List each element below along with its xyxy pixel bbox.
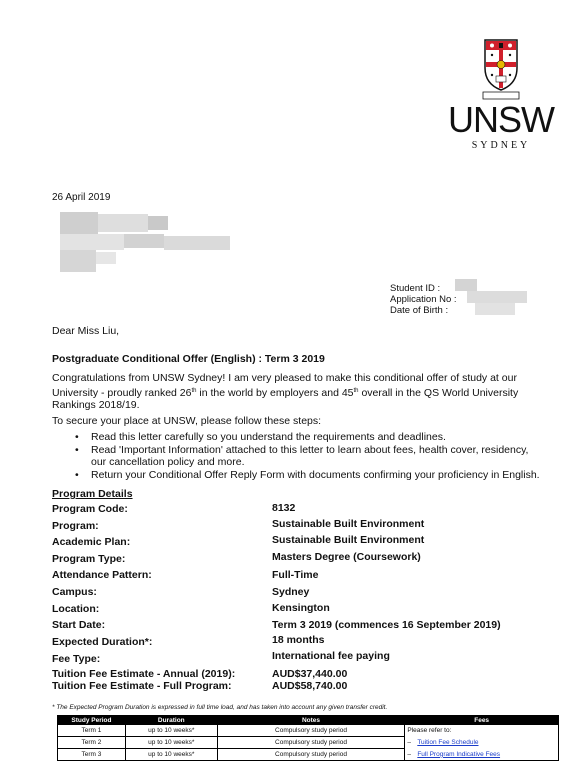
column-header: Duration <box>125 716 217 725</box>
attendance-pattern-label: Attendance Pattern: <box>52 569 152 581</box>
student-id-label: Student ID : <box>390 283 441 294</box>
program-details-heading: Program Details <box>52 488 133 500</box>
tuition-annual-value: AUD$37,440.00 <box>272 668 348 680</box>
column-header: Notes <box>217 716 405 725</box>
list-item: • Return your Conditional Offer Reply Form with documents confirming your proficiency in English. <box>75 469 545 482</box>
tuition-fee-schedule-link[interactable]: Tuition Fee Schedule <box>417 739 479 746</box>
program-type-label: Program Type: <box>52 553 126 565</box>
tuition-full-value: AUD$58,740.00 <box>272 680 348 692</box>
academic-plan-value: Sustainable Built Environment <box>272 534 425 546</box>
steps-list <box>75 431 545 481</box>
duration-cell: up to 10 weeks* <box>125 737 217 749</box>
applicant-id-block <box>390 283 457 316</box>
campus-value: Sydney <box>272 586 310 598</box>
study-period-cell: Term 2 <box>58 737 126 749</box>
duration-footnote: * The Expected Program Duration is expressed in full time load, and has taken into account any given transfer credit. <box>52 704 388 711</box>
study-period-table <box>57 715 559 761</box>
program-code-value: 8132 <box>272 502 296 514</box>
table-row <box>58 737 559 749</box>
program-code-label: Program Code: <box>52 503 128 515</box>
date-of-birth-label: Date of Birth : <box>390 305 449 316</box>
campus-label: Campus: <box>52 586 97 598</box>
steps-intro: To secure your place at UNSW, please follow these steps: <box>52 415 322 427</box>
start-date-label: Start Date: <box>52 619 106 631</box>
offer-title: Postgraduate Conditional Offer (English) : Term 3 2019 <box>52 353 325 365</box>
intro-paragraph: Congratulations from UNSW Sydney! I am very pleased to make this conditional offer of study at our University - proudly ranked 26th in the world by employers and 45th overall in the QS World University Rankings 2018/19. <box>52 372 519 411</box>
redacted-id-values <box>455 279 530 315</box>
table-header-row <box>58 716 559 725</box>
fees-cell: – Full Program Indicative Fees <box>405 749 559 761</box>
tuition-full-label: Tuition Fee Estimate - Full Program: <box>52 680 232 692</box>
expected-duration-label: Expected Duration*: <box>52 636 153 648</box>
column-header: Study Period <box>58 716 126 725</box>
start-date-value: Term 3 2019 (commences 16 September 2019) <box>272 619 501 631</box>
letter-date: 26 April 2019 <box>52 192 111 203</box>
attendance-pattern-value: Full-Time <box>272 569 319 581</box>
study-period-cell: Term 1 <box>58 725 126 737</box>
tuition-annual-label: Tuition Fee Estimate - Annual (2019): <box>52 668 236 680</box>
location-label: Location: <box>52 603 100 615</box>
salutation: Dear Miss Liu, <box>52 325 120 337</box>
fees-cell: Please refer to: <box>405 725 559 737</box>
unsw-crest-icon <box>482 38 520 100</box>
fees-cell: – Tuition Fee Schedule <box>405 737 559 749</box>
program-label: Program: <box>52 520 99 532</box>
expected-duration-value: 18 months <box>272 634 325 646</box>
program-value: Sustainable Built Environment <box>272 518 425 530</box>
notes-cell: Compulsory study period <box>217 737 405 749</box>
list-item: • Read this letter carefully so you understand the requirements and deadlines. <box>75 431 545 444</box>
location-value: Kensington <box>272 602 330 614</box>
column-header: Fees <box>405 716 559 725</box>
unsw-city: SYDNEY <box>471 140 531 151</box>
application-no-label: Application No : <box>390 294 457 305</box>
study-period-cell: Term 3 <box>58 749 126 761</box>
duration-cell: up to 10 weeks* <box>125 725 217 737</box>
table-row <box>58 749 559 761</box>
program-type-value: Masters Degree (Coursework) <box>272 551 421 563</box>
unsw-logo <box>440 38 562 160</box>
fee-type-label: Fee Type: <box>52 653 101 665</box>
list-item: • Read 'Important Information' attached to this letter to learn about fees, health cover, residency, our cancellation policy and more. <box>75 444 545 469</box>
table-row <box>58 725 559 737</box>
full-program-indicative-fees-link[interactable]: Full Program Indicative Fees <box>417 750 501 758</box>
unsw-wordmark: UNSW <box>448 99 554 140</box>
redacted-address <box>60 212 230 272</box>
academic-plan-label: Academic Plan: <box>52 536 131 548</box>
notes-cell: Compulsory study period <box>217 749 405 761</box>
fee-type-value: International fee paying <box>272 650 390 662</box>
notes-cell: Compulsory study period <box>217 725 405 737</box>
duration-cell: up to 10 weeks* <box>125 749 217 761</box>
